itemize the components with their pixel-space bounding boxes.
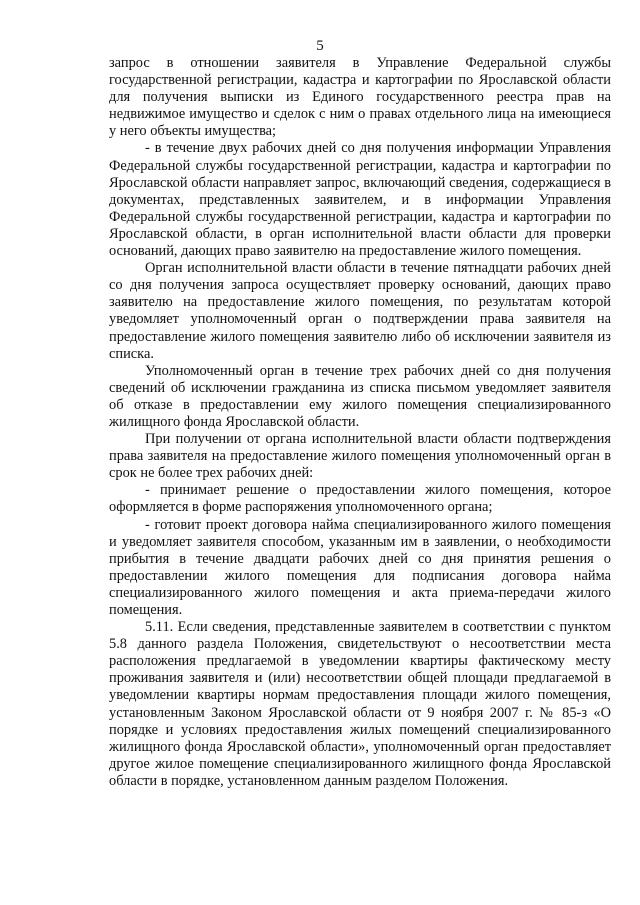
paragraph-request-continuation: запрос в отношении заявителя в Управление Федеральной службы государственной регистрации, кадастра и картографии по Ярославской области для получения выписки из Единого государственного реестра прав на недвижимое имущество и сделок с ним о правах отдельного лица на имеющиеся у него объекты имущества; xyxy=(109,55,611,140)
document-body xyxy=(109,55,611,790)
paragraph-exclusion-notice: Уполномоченный орган в течение трех рабочих дней со дня получения сведений об исключении гражданина из списка письмом уведомляет заявителя об отказе в предоставлении ему жилого помещения специализированного жилищного фонда Ярославской области. xyxy=(109,362,611,430)
paragraph-two-days-request: - в течение двух рабочих дней со дня получения информации Управления Федеральной службы государственной регистрации, кадастра и картографии по Ярославской области направляет запрос, включающий сведения, содержащиеся в документах, представленных заявителем, и в информации Управления Федеральной службы государственной регистрации, кадастра и картографии по Ярославской области, в орган исполнительной власти области для проверки оснований, дающих право заявителю на предоставление жилого помещения. xyxy=(109,140,611,260)
paragraph-contract-draft: - готовит проект договора найма специализированного жилого помещения и уведомляет заявителя способом, указанным им в заявлении, о необходимости прибытия в течение двадцати рабочих дней со дня принятия решения о предоставлении жилого помещения для подписания договора найма специализированного жилого помещения и акта приема-передачи жилого помещения. xyxy=(109,516,611,618)
paragraph-5-11: 5.11. Если сведения, представленные заявителем в соответствии с пунктом 5.8 данного раздела Положения, свидетельствуют о несоответствии места расположения предлагаемой в уведомлении квартиры фактическому месту проживания заявителя и (или) несоответствии общей площади предлагаемой в уведомлении квартиры нормам предоставления площади жилого помещения, установленным Законом Ярославской области от 9 ноября 2007 г. № 85-з «О порядке и условиях предоставления жилых помещений специализированного жилищного фонда Ярославской области», уполномоченный орган предоставляет другое жилое помещение специализированного жилищного фонда Ярославской области в порядке, установленном данным разделом Положения. xyxy=(109,619,611,789)
paragraph-fifteen-days-check: Орган исполнительной власти области в течение пятнадцати рабочих дней со дня получения запроса осуществляет проверку оснований, дающих право заявителю на предоставление жилого помещения, по результатам которой уведомляет уполномоченный орган о подтверждении права заявителя на предоставление жилого помещения заявителю либо об исключении заявителя из списка. xyxy=(109,260,611,362)
page-number: 5 xyxy=(316,38,324,54)
paragraph-confirmation-received: При получении от органа исполнительной власти области подтверждения права заявителя на предоставление жилого помещения уполномоченный орган в срок не более трех рабочих дней: xyxy=(109,431,611,482)
paragraph-decision: - принимает решение о предоставлении жилого помещения, которое оформляется в форме распоряжения уполномоченного органа; xyxy=(109,482,611,516)
